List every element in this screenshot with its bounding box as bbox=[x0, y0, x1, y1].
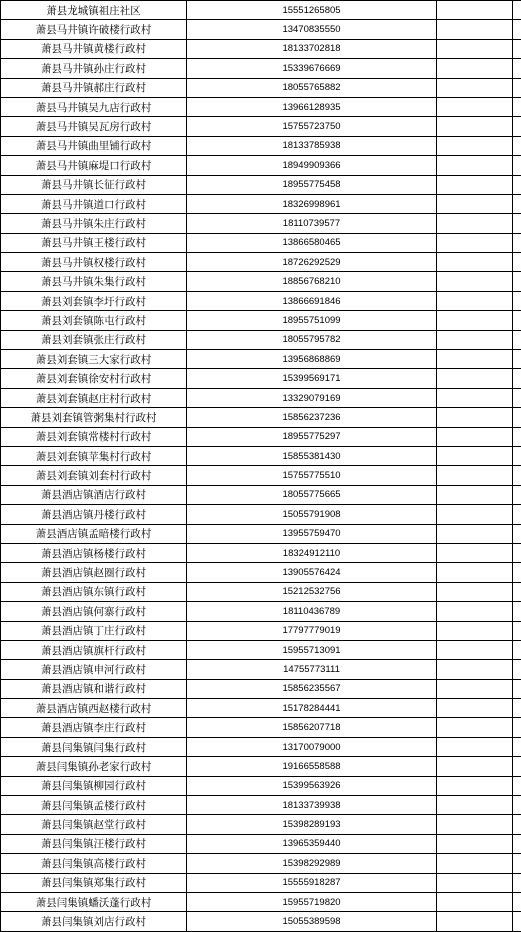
village-name-cell[interactable]: 萧县刘套镇刘套村行政村 bbox=[1, 466, 187, 485]
empty-cell[interactable] bbox=[437, 485, 513, 504]
phone-cell[interactable]: 13329079169 bbox=[187, 388, 437, 407]
phone-cell[interactable]: 18133739938 bbox=[187, 796, 437, 815]
village-name-cell[interactable]: 萧县马井镇权楼行政村 bbox=[1, 253, 187, 272]
village-name-cell[interactable]: 萧县酒店镇酒店行政村 bbox=[1, 485, 187, 504]
village-name-cell[interactable]: 萧县刘套镇徐安村行政村 bbox=[1, 369, 187, 388]
village-name-cell[interactable]: 萧县马井镇吴瓦房行政村 bbox=[1, 117, 187, 136]
table-row bbox=[1, 427, 521, 446]
phone-cell[interactable]: 13966128935 bbox=[187, 97, 437, 116]
village-name-cell[interactable]: 萧县马井镇长征行政村 bbox=[1, 175, 187, 194]
village-name-cell[interactable]: 萧县马井镇黄楼行政村 bbox=[1, 39, 187, 58]
phone-cell[interactable]: 15398292989 bbox=[187, 854, 437, 873]
table-row bbox=[1, 233, 521, 252]
phone-cell[interactable]: 18110436789 bbox=[187, 602, 437, 621]
table-row bbox=[1, 20, 521, 39]
table-row bbox=[1, 679, 521, 698]
phone-cell[interactable]: 15398289193 bbox=[187, 815, 437, 834]
table-row bbox=[1, 369, 521, 388]
empty-cell[interactable] bbox=[437, 737, 513, 756]
table-row bbox=[1, 485, 521, 504]
table-row bbox=[1, 660, 521, 679]
table-row bbox=[1, 582, 521, 601]
table-row bbox=[1, 873, 521, 892]
edge-cell[interactable] bbox=[513, 796, 521, 815]
edge-cell[interactable] bbox=[513, 117, 521, 136]
village-name-cell[interactable]: 萧县马井镇朱庄行政村 bbox=[1, 214, 187, 233]
phone-cell[interactable]: 13955759470 bbox=[187, 524, 437, 543]
table-row bbox=[1, 737, 521, 756]
village-name-cell[interactable]: 萧县闫集镇柳园行政村 bbox=[1, 776, 187, 795]
table-row bbox=[1, 253, 521, 272]
phone-cell[interactable]: 15755723750 bbox=[187, 117, 437, 136]
village-name-cell[interactable]: 萧县酒店镇西赵楼行政村 bbox=[1, 699, 187, 718]
empty-cell[interactable] bbox=[437, 679, 513, 698]
edge-cell[interactable] bbox=[513, 330, 521, 349]
edge-cell[interactable] bbox=[513, 427, 521, 446]
empty-cell[interactable] bbox=[437, 233, 513, 252]
village-name-cell[interactable]: 萧县马井镇郝庄行政村 bbox=[1, 78, 187, 97]
table-row bbox=[1, 156, 521, 175]
village-name-cell[interactable]: 萧县龙城镇祖庄社区 bbox=[1, 1, 187, 20]
village-name-cell[interactable]: 萧县酒店镇丁庄行政村 bbox=[1, 621, 187, 640]
edge-cell[interactable] bbox=[513, 912, 521, 931]
village-name-cell[interactable]: 萧县酒店镇孟暗楼行政村 bbox=[1, 524, 187, 543]
empty-cell[interactable] bbox=[437, 291, 513, 310]
empty-cell[interactable] bbox=[437, 1, 513, 20]
village-name-cell[interactable]: 萧县马井镇许破楼行政村 bbox=[1, 20, 187, 39]
table-row bbox=[1, 59, 521, 78]
edge-cell[interactable] bbox=[513, 388, 521, 407]
empty-cell[interactable] bbox=[437, 175, 513, 194]
village-name-cell[interactable]: 萧县闫集镇孙老家行政村 bbox=[1, 757, 187, 776]
table-row bbox=[1, 699, 521, 718]
edge-cell[interactable] bbox=[513, 602, 521, 621]
table-row bbox=[1, 330, 521, 349]
edge-cell[interactable] bbox=[513, 524, 521, 543]
village-name-cell[interactable]: 萧县酒店镇李庄行政村 bbox=[1, 718, 187, 737]
table-row bbox=[1, 912, 521, 931]
edge-cell[interactable] bbox=[513, 563, 521, 582]
phone-cell[interactable]: 18133785938 bbox=[187, 136, 437, 155]
phone-cell[interactable]: 15856237236 bbox=[187, 408, 437, 427]
table-row bbox=[1, 621, 521, 640]
table-row bbox=[1, 39, 521, 58]
village-name-cell[interactable]: 萧县闫集镇闫集行政村 bbox=[1, 737, 187, 756]
edge-cell[interactable] bbox=[513, 679, 521, 698]
phone-cell[interactable]: 18324912110 bbox=[187, 543, 437, 562]
village-name-cell[interactable]: 萧县刘套镇陈屯行政村 bbox=[1, 311, 187, 330]
edge-cell[interactable] bbox=[513, 582, 521, 601]
phone-cell[interactable]: 13965359440 bbox=[187, 834, 437, 853]
empty-cell[interactable] bbox=[437, 524, 513, 543]
edge-cell[interactable] bbox=[513, 446, 521, 465]
edge-cell[interactable] bbox=[513, 815, 521, 834]
table-row bbox=[1, 194, 521, 213]
edge-cell[interactable] bbox=[513, 621, 521, 640]
phone-cell[interactable]: 15755775510 bbox=[187, 466, 437, 485]
empty-cell[interactable] bbox=[437, 117, 513, 136]
empty-cell[interactable] bbox=[437, 311, 513, 330]
edge-cell[interactable] bbox=[513, 253, 521, 272]
edge-cell[interactable] bbox=[513, 97, 521, 116]
village-name-cell[interactable]: 萧县马井镇王楼行政村 bbox=[1, 233, 187, 252]
empty-cell[interactable] bbox=[437, 892, 513, 911]
village-name-cell[interactable]: 萧县酒店镇申河行政村 bbox=[1, 660, 187, 679]
village-name-cell[interactable]: 萧县马井镇麻堤口行政村 bbox=[1, 156, 187, 175]
phone-cell[interactable]: 18955775297 bbox=[187, 427, 437, 446]
edge-cell[interactable] bbox=[513, 737, 521, 756]
edge-cell[interactable] bbox=[513, 1, 521, 20]
empty-cell[interactable] bbox=[437, 369, 513, 388]
table-row bbox=[1, 78, 521, 97]
edge-cell[interactable] bbox=[513, 485, 521, 504]
edge-cell[interactable] bbox=[513, 408, 521, 427]
phone-cell[interactable]: 14755773111 bbox=[187, 660, 437, 679]
edge-cell[interactable] bbox=[513, 466, 521, 485]
edge-cell[interactable] bbox=[513, 20, 521, 39]
table-row bbox=[1, 388, 521, 407]
edge-cell[interactable] bbox=[513, 350, 521, 369]
edge-cell[interactable] bbox=[513, 291, 521, 310]
village-name-cell[interactable]: 萧县酒店镇何寨行政村 bbox=[1, 602, 187, 621]
phone-cell[interactable]: 15551265805 bbox=[187, 1, 437, 20]
table-row bbox=[1, 117, 521, 136]
phone-cell[interactable]: 18949909366 bbox=[187, 156, 437, 175]
empty-cell[interactable] bbox=[437, 640, 513, 659]
table-row bbox=[1, 776, 521, 795]
table-row bbox=[1, 350, 521, 369]
village-name-cell[interactable]: 萧县闫集镇郑集行政村 bbox=[1, 873, 187, 892]
village-name-cell[interactable]: 萧县刘套镇苹集村行政村 bbox=[1, 446, 187, 465]
table-row bbox=[1, 796, 521, 815]
table-row bbox=[1, 446, 521, 465]
empty-cell[interactable] bbox=[437, 466, 513, 485]
empty-cell[interactable] bbox=[437, 446, 513, 465]
village-name-cell[interactable]: 萧县马井镇曲里铺行政村 bbox=[1, 136, 187, 155]
empty-cell[interactable] bbox=[437, 543, 513, 562]
village-name-cell[interactable]: 萧县酒店镇东镇行政村 bbox=[1, 582, 187, 601]
phone-cell[interactable]: 18055775665 bbox=[187, 485, 437, 504]
edge-cell[interactable] bbox=[513, 214, 521, 233]
village-name-cell[interactable]: 萧县刘套镇常楼村行政村 bbox=[1, 427, 187, 446]
empty-cell[interactable] bbox=[437, 253, 513, 272]
empty-cell[interactable] bbox=[437, 505, 513, 524]
empty-cell[interactable] bbox=[437, 194, 513, 213]
empty-cell[interactable] bbox=[437, 136, 513, 155]
empty-cell[interactable] bbox=[437, 330, 513, 349]
table-row bbox=[1, 854, 521, 873]
empty-cell[interactable] bbox=[437, 796, 513, 815]
edge-cell[interactable] bbox=[513, 311, 521, 330]
edge-cell[interactable] bbox=[513, 136, 521, 155]
edge-cell[interactable] bbox=[513, 718, 521, 737]
phone-cell[interactable]: 19166558588 bbox=[187, 757, 437, 776]
empty-cell[interactable] bbox=[437, 699, 513, 718]
phone-cell[interactable]: 17797779019 bbox=[187, 621, 437, 640]
phone-cell[interactable]: 15555918287 bbox=[187, 873, 437, 892]
empty-cell[interactable] bbox=[437, 582, 513, 601]
village-name-cell[interactable]: 萧县酒店镇旗杆行政村 bbox=[1, 640, 187, 659]
phone-cell[interactable]: 15399569171 bbox=[187, 369, 437, 388]
phone-cell[interactable]: 18110739577 bbox=[187, 214, 437, 233]
village-name-cell[interactable]: 萧县闫集镇高楼行政村 bbox=[1, 854, 187, 873]
edge-cell[interactable] bbox=[513, 660, 521, 679]
table-row bbox=[1, 815, 521, 834]
edge-cell[interactable] bbox=[513, 175, 521, 194]
village-name-cell[interactable]: 萧县马井镇吴九店行政村 bbox=[1, 97, 187, 116]
edge-cell[interactable] bbox=[513, 194, 521, 213]
phone-cell[interactable]: 15339676669 bbox=[187, 59, 437, 78]
phone-cell[interactable]: 13956868869 bbox=[187, 350, 437, 369]
empty-cell[interactable] bbox=[437, 214, 513, 233]
empty-cell[interactable] bbox=[437, 854, 513, 873]
table-row bbox=[1, 892, 521, 911]
phone-cell[interactable]: 15399563926 bbox=[187, 776, 437, 795]
table-row bbox=[1, 466, 521, 485]
table-row bbox=[1, 136, 521, 155]
village-name-cell[interactable]: 萧县闫集镇汪楼行政村 bbox=[1, 834, 187, 853]
edge-cell[interactable] bbox=[513, 873, 521, 892]
village-name-cell[interactable]: 萧县闫集镇赵堂行政村 bbox=[1, 815, 187, 834]
empty-cell[interactable] bbox=[437, 621, 513, 640]
empty-cell[interactable] bbox=[437, 39, 513, 58]
phone-cell[interactable]: 18055765882 bbox=[187, 78, 437, 97]
edge-cell[interactable] bbox=[513, 78, 521, 97]
empty-cell[interactable] bbox=[437, 815, 513, 834]
village-name-cell[interactable]: 萧县刘套镇管粥集村行政村 bbox=[1, 408, 187, 427]
phone-cell[interactable]: 18133702818 bbox=[187, 39, 437, 58]
village-name-cell[interactable]: 萧县酒店镇和谐行政村 bbox=[1, 679, 187, 698]
table-row bbox=[1, 640, 521, 659]
phone-cell[interactable]: 13866580465 bbox=[187, 233, 437, 252]
table-row bbox=[1, 834, 521, 853]
empty-cell[interactable] bbox=[437, 408, 513, 427]
table-row bbox=[1, 718, 521, 737]
village-name-cell[interactable]: 萧县刘套镇三大家行政村 bbox=[1, 350, 187, 369]
edge-cell[interactable] bbox=[513, 39, 521, 58]
empty-cell[interactable] bbox=[437, 912, 513, 931]
village-name-cell[interactable]: 萧县马井镇朱集行政村 bbox=[1, 272, 187, 291]
phone-cell[interactable]: 13170079000 bbox=[187, 737, 437, 756]
empty-cell[interactable] bbox=[437, 272, 513, 291]
table-row bbox=[1, 97, 521, 116]
phone-cell[interactable]: 13905576424 bbox=[187, 563, 437, 582]
phone-cell[interactable]: 15856235567 bbox=[187, 679, 437, 698]
table-row bbox=[1, 311, 521, 330]
empty-cell[interactable] bbox=[437, 757, 513, 776]
edge-cell[interactable] bbox=[513, 543, 521, 562]
village-name-cell[interactable]: 萧县刘套镇张庄行政村 bbox=[1, 330, 187, 349]
phone-cell[interactable]: 15178284441 bbox=[187, 699, 437, 718]
edge-cell[interactable] bbox=[513, 776, 521, 795]
table-body bbox=[1, 1, 521, 932]
table-row bbox=[1, 1, 521, 20]
edge-cell[interactable] bbox=[513, 59, 521, 78]
table-row bbox=[1, 563, 521, 582]
table-row bbox=[1, 408, 521, 427]
edge-cell[interactable] bbox=[513, 892, 521, 911]
table-row bbox=[1, 175, 521, 194]
village-name-cell[interactable]: 萧县酒店镇丹楼行政村 bbox=[1, 505, 187, 524]
edge-cell[interactable] bbox=[513, 233, 521, 252]
empty-cell[interactable] bbox=[437, 59, 513, 78]
village-name-cell[interactable]: 萧县酒店镇赵圈行政村 bbox=[1, 563, 187, 582]
edge-cell[interactable] bbox=[513, 834, 521, 853]
phone-cell[interactable]: 18955751099 bbox=[187, 311, 437, 330]
empty-cell[interactable] bbox=[437, 388, 513, 407]
phone-cell[interactable]: 15955713091 bbox=[187, 640, 437, 659]
village-name-cell[interactable]: 萧县刘套镇李圩行政村 bbox=[1, 291, 187, 310]
empty-cell[interactable] bbox=[437, 873, 513, 892]
edge-cell[interactable] bbox=[513, 640, 521, 659]
table-row bbox=[1, 291, 521, 310]
empty-cell[interactable] bbox=[437, 78, 513, 97]
edge-cell[interactable] bbox=[513, 757, 521, 776]
empty-cell[interactable] bbox=[437, 660, 513, 679]
edge-cell[interactable] bbox=[513, 369, 521, 388]
phone-cell[interactable]: 15856207718 bbox=[187, 718, 437, 737]
phone-cell[interactable]: 13866691846 bbox=[187, 291, 437, 310]
phone-cell[interactable]: 15055791908 bbox=[187, 505, 437, 524]
empty-cell[interactable] bbox=[437, 602, 513, 621]
edge-cell[interactable] bbox=[513, 505, 521, 524]
village-name-cell[interactable]: 萧县刘套镇赵庄村行政村 bbox=[1, 388, 187, 407]
phone-cell[interactable]: 15955719820 bbox=[187, 892, 437, 911]
table-row bbox=[1, 602, 521, 621]
village-name-cell[interactable]: 萧县马井镇道口行政村 bbox=[1, 194, 187, 213]
village-name-cell[interactable]: 萧县马井镇孙庄行政村 bbox=[1, 59, 187, 78]
empty-cell[interactable] bbox=[437, 97, 513, 116]
edge-cell[interactable] bbox=[513, 699, 521, 718]
edge-cell[interactable] bbox=[513, 272, 521, 291]
phone-cell[interactable]: 15055389598 bbox=[187, 912, 437, 931]
phone-cell[interactable]: 15855381430 bbox=[187, 446, 437, 465]
empty-cell[interactable] bbox=[437, 563, 513, 582]
empty-cell[interactable] bbox=[437, 427, 513, 446]
village-name-cell[interactable]: 萧县闫集镇蟠沃蓬行政村 bbox=[1, 892, 187, 911]
empty-cell[interactable] bbox=[437, 834, 513, 853]
edge-cell[interactable] bbox=[513, 156, 521, 175]
phone-cell[interactable]: 13470835550 bbox=[187, 20, 437, 39]
table-row bbox=[1, 214, 521, 233]
village-name-cell[interactable]: 萧县闫集镇刘店行政村 bbox=[1, 912, 187, 931]
village-name-cell[interactable]: 萧县酒店镇杨楼行政村 bbox=[1, 543, 187, 562]
empty-cell[interactable] bbox=[437, 718, 513, 737]
phone-cell[interactable]: 18055795782 bbox=[187, 330, 437, 349]
table-row bbox=[1, 524, 521, 543]
phone-cell[interactable]: 18856768210 bbox=[187, 272, 437, 291]
empty-cell[interactable] bbox=[437, 776, 513, 795]
village-name-cell[interactable]: 萧县闫集镇孟楼行政村 bbox=[1, 796, 187, 815]
table-row bbox=[1, 757, 521, 776]
phone-cell[interactable]: 18326998961 bbox=[187, 194, 437, 213]
phone-cell[interactable]: 18955775458 bbox=[187, 175, 437, 194]
table-row bbox=[1, 543, 521, 562]
phone-cell[interactable]: 18726292529 bbox=[187, 253, 437, 272]
table-row bbox=[1, 505, 521, 524]
empty-cell[interactable] bbox=[437, 20, 513, 39]
phone-cell[interactable]: 15212532756 bbox=[187, 582, 437, 601]
edge-cell[interactable] bbox=[513, 854, 521, 873]
table-row bbox=[1, 272, 521, 291]
empty-cell[interactable] bbox=[437, 350, 513, 369]
empty-cell[interactable] bbox=[437, 156, 513, 175]
